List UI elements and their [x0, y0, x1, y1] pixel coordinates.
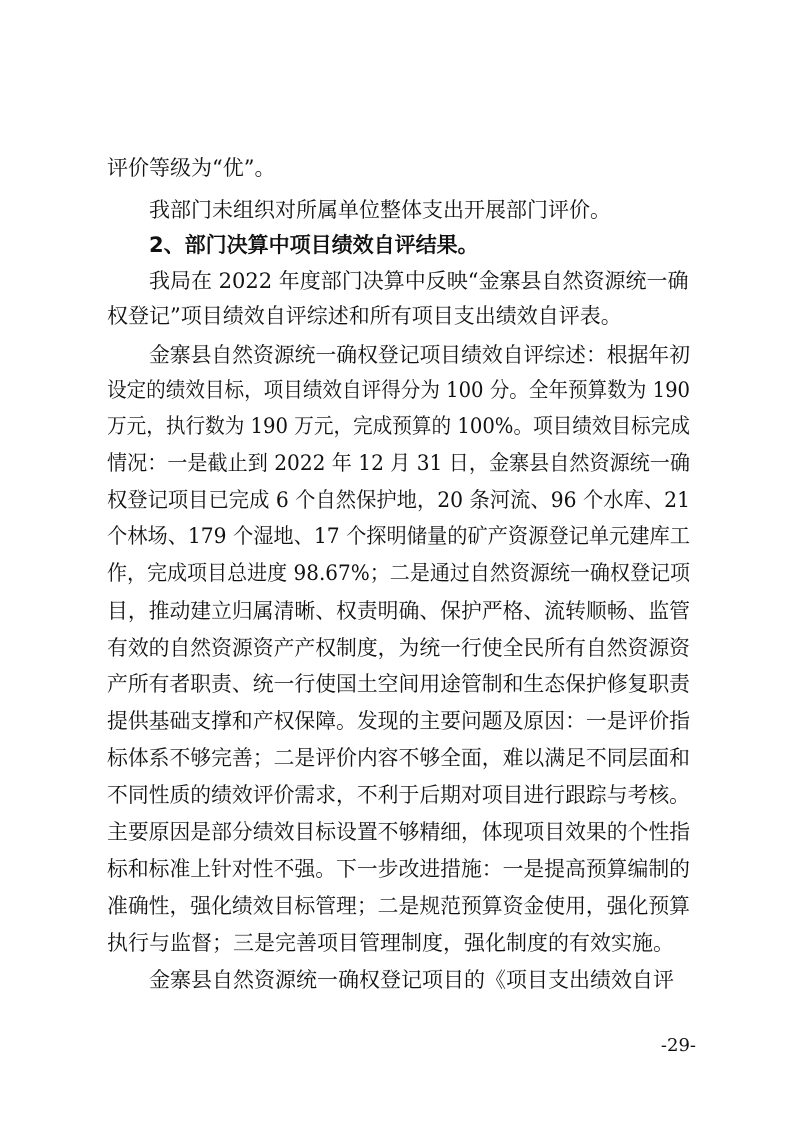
paragraph-text: 万元，执行数为 190 万元，完成预算的 100%。项目绩效目标完成	[107, 414, 690, 438]
paragraph-text: 情况：一是截止到 2022 年 12 月 31 日，金寨县自然资源统一确	[107, 451, 690, 475]
paragraph-text: 提供基础支撑和产权保障。发现的主要问题及原因：一是评价指	[107, 709, 690, 733]
paragraph-text: 评价等级为“优”。	[107, 156, 276, 180]
paragraph-text: 权登记”项目绩效自评综述和所有项目支出绩效自评表。	[107, 304, 622, 328]
heading-text: 2、部门决算中项目绩效自评结果。	[149, 233, 479, 257]
paragraph-text: 不同性质的绩效评价需求，不利于后期对项目进行跟踪与考核。	[107, 783, 690, 807]
paragraph-text: 执行与监督；三是完善项目管理制度，强化制度的有效实施。	[107, 931, 674, 955]
paragraph-text: 目，推动建立归属清晰、权责明确、保护严格、流转顺畅、监管	[107, 599, 690, 623]
paragraph-text: 权登记项目已完成 6 个自然保护地，20 条河流、96 个水库、21	[107, 488, 690, 512]
paragraph-text: 标和标准上针对性不强。下一步改进措施：一是提高预算编制的	[107, 857, 690, 881]
paragraph-text: 作，完成项目总进度 98.67%；二是通过自然资源统一确权登记项	[107, 561, 690, 585]
paragraph-text: 准确性，强化绩效目标管理；二是规范预算资金使用，强化预算	[107, 894, 690, 918]
page-number: -29-	[660, 1035, 696, 1056]
paragraph-text: 我部门未组织对所属单位整体支出开展部门评价。	[149, 198, 611, 222]
paragraph-text: 有效的自然资源资产产权制度，为统一行使全民所有自然资源资	[107, 636, 690, 660]
paragraph-text: 个林场、179 个湿地、17 个探明储量的矿产资源登记单元建库工	[107, 524, 690, 548]
paragraph-text: 主要原因是部分绩效目标设置不够精细，体现项目效果的个性指	[107, 820, 690, 844]
paragraph-text: 金寨县自然资源统一确权登记项目的《项目支出绩效自评	[149, 968, 674, 992]
paragraph-text: 设定的绩效目标，项目绩效自评得分为 100 分。全年预算数为 190	[107, 378, 690, 402]
paragraph-text: 标体系不够完善；二是评价内容不够全面，难以满足不同层面和	[107, 746, 690, 770]
paragraph-text: 我局在 2022 年度部门决算中反映“金寨县自然资源统一确	[149, 269, 689, 293]
paragraph-text: 金寨县自然资源统一确权登记项目绩效自评综述：根据年初	[149, 343, 690, 367]
paragraph-text: 产所有者职责、统一行使国土空间用途管制和生态保护修复职责	[107, 672, 690, 696]
